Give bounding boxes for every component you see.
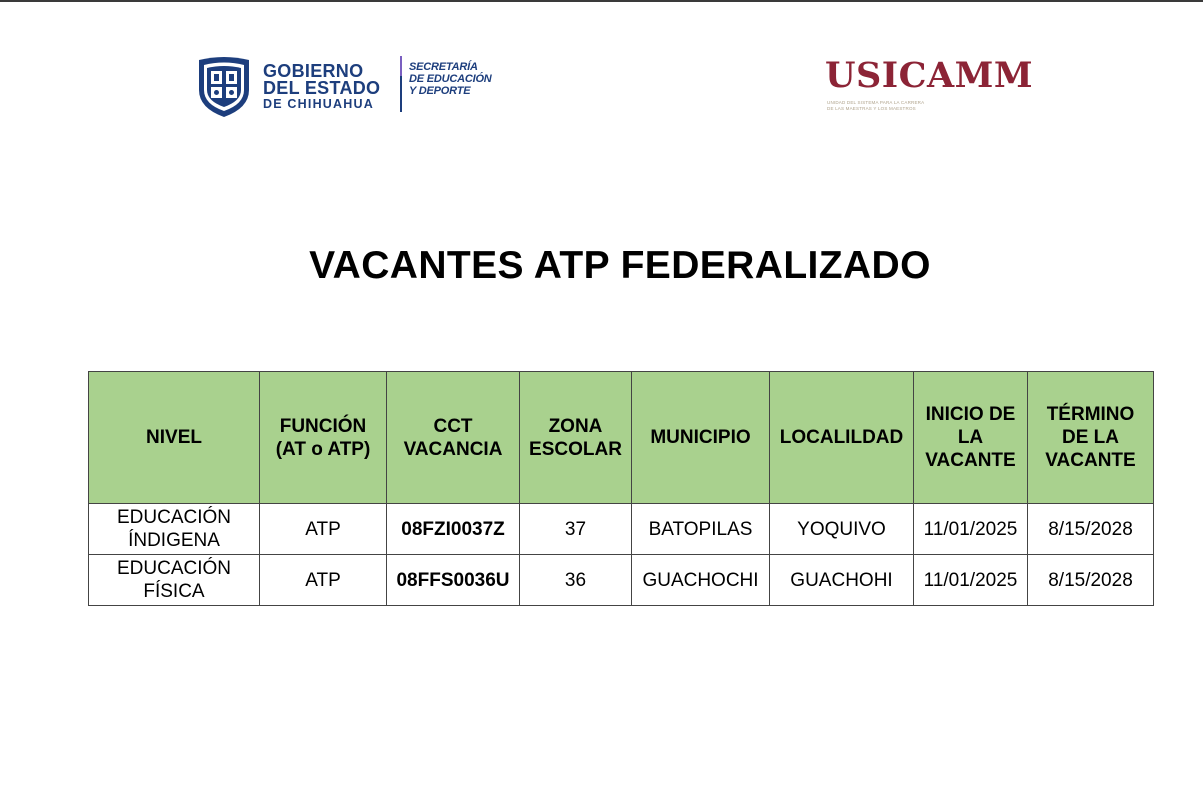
usicamm-subtitle-line-1: UNIDAD DEL SISTEMA PARA LA CARRERA [827,100,925,105]
gov-logo-line-1: GOBIERNO [263,61,364,81]
cell-zona: 37 [520,504,632,555]
gov-logo-line-2: DEL ESTADO [263,78,381,98]
cell-zona: 36 [520,555,632,606]
cell-localidad: YOQUIVO [770,504,914,555]
cell-municipio: BATOPILAS [632,504,770,555]
secretaria-line-3: Y DEPORTE [409,85,471,97]
cell-localidad: GUACHOHI [770,555,914,606]
cell-nivel: EDUCACIÓN ÍNDIGENA [89,504,260,555]
usicamm-logo [823,56,1045,116]
secretaria-line-2: DE EDUCACIÓN [409,73,492,85]
table-header-row [89,372,1154,504]
table-row [89,555,1154,606]
cell-cct: 08FFS0036U [387,555,520,606]
cell-termino: 8/15/2028 [1028,504,1154,555]
cell-funcion: ATP [260,504,387,555]
column-header-funcion: FUNCIÓN (AT o ATP) [260,372,387,504]
cell-inicio: 11/01/2025 [914,504,1028,555]
cell-inicio: 11/01/2025 [914,555,1028,606]
column-header-localidad: LOCALILDAD [770,372,914,504]
logo-divider [399,56,403,112]
usicamm-subtitle-line-2: DE LAS MAESTRAS Y LOS MAESTROS [827,106,916,111]
cell-municipio: GUACHOCHI [632,555,770,606]
top-border [0,0,1203,2]
cell-cct: 08FZI0037Z [387,504,520,555]
column-header-nivel: NIVEL [89,372,260,504]
column-header-inicio: INICIO DE LA VACANTE [914,372,1028,504]
cell-termino: 8/15/2028 [1028,555,1154,606]
vacancies-table [88,371,1154,606]
document-title: VACANTES ATP FEDERALIZADO [309,244,931,287]
table-row [89,504,1154,555]
cell-nivel: EDUCACIÓN FÍSICA [89,555,260,606]
column-header-termino: TÉRMINO DE LA VACANTE [1028,372,1154,504]
state-seal-icon [196,56,252,118]
cell-funcion: ATP [260,555,387,606]
column-header-cct: CCT VACANCIA [387,372,520,504]
gobierno-chihuahua-logo [196,56,496,120]
column-header-municipio: MUNICIPIO [632,372,770,504]
gov-logo-line-3: DE CHIHUAHUA [263,97,374,111]
usicamm-wordmark: USICAMM [825,55,1034,96]
secretaria-line-1: SECRETARÍA [409,61,478,73]
usicamm-subtitle [827,100,957,112]
column-header-zona: ZONA ESCOLAR [520,372,632,504]
